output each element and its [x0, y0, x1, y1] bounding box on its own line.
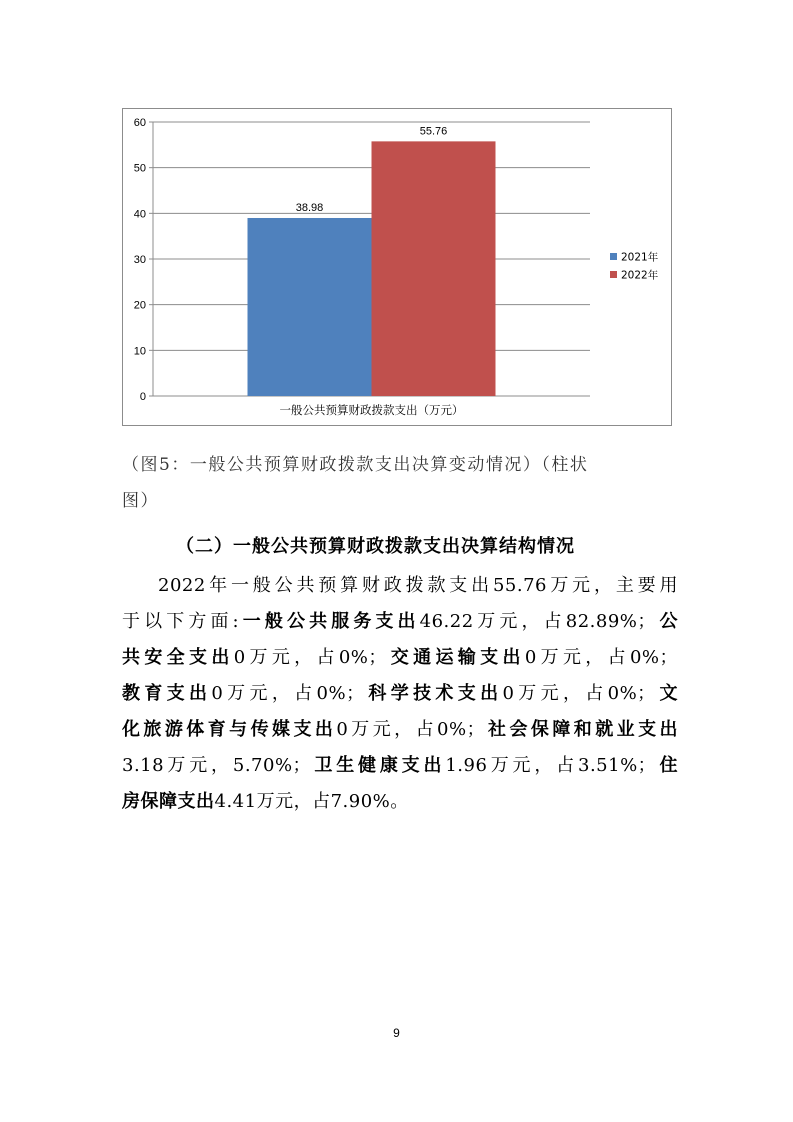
data-label: 38.98	[295, 201, 324, 214]
data-label: 55.76	[419, 125, 448, 138]
category-label: 共安全支出	[122, 647, 234, 668]
text-segment: 4.41万元，占7.90%。	[214, 791, 409, 812]
bar-2	[372, 141, 496, 396]
text-segment: 于以下方面:	[122, 611, 240, 632]
category-label: 教育支出	[122, 683, 212, 704]
legend-label: 2022年	[621, 269, 659, 282]
text-segment: 0万元，占0%；	[502, 683, 656, 704]
category-label: 社会保障和就业支出	[485, 719, 679, 740]
legend-swatch	[610, 271, 617, 278]
text-segment: 0万元，占0%；	[524, 647, 679, 668]
bar-chart	[122, 108, 672, 426]
y-tick-label: 10	[133, 345, 146, 358]
page-number: 9	[393, 1026, 400, 1040]
text-segment: 0万元，占0%；	[211, 683, 365, 704]
category-label: 文	[655, 683, 679, 704]
chart-canvas	[123, 109, 673, 427]
y-tick-label: 40	[133, 208, 146, 221]
x-category-label: 一般公共预算财政拨款支出（万元）	[279, 403, 464, 417]
category-label: 化旅游体育与传媒支出	[122, 719, 337, 740]
figure-caption-line-1: （图5：一般公共预算财政拨款支出决算变动情况）（柱状	[122, 455, 589, 475]
paragraph-line-2	[122, 604, 678, 640]
legend-label: 2021年	[621, 251, 659, 264]
y-tick-label: 50	[133, 162, 146, 175]
section-title: （二）一般公共预算财政拨款支出决算结构情况	[176, 536, 575, 557]
text-segment: 46.22万元，占82.89%；	[419, 611, 656, 632]
text-segment: 0万元，占0%；	[336, 719, 486, 740]
category-label: 公	[655, 611, 679, 632]
category-label: 科学技术支出	[364, 683, 503, 704]
y-tick-label: 20	[133, 299, 146, 312]
paragraph-line-1: 2022年一般公共预算财政拨款支出55.76万元，主要用	[158, 575, 678, 596]
category-label: 卫生健康支出	[311, 755, 446, 776]
y-tick-label: 60	[133, 117, 146, 129]
text-segment: 3.18万元，5.70%；	[122, 755, 312, 776]
text-segment: 1.96万元，占3.51%；	[445, 755, 657, 776]
paragraph-line-6	[122, 748, 678, 784]
y-tick-label: 0	[139, 391, 146, 403]
category-label: 房保障支出	[122, 791, 215, 812]
paragraph-line-4	[122, 676, 678, 712]
category-label: 一般公共服务支出	[239, 611, 420, 632]
paragraph-line-5	[122, 712, 678, 748]
figure-caption-line-2: 图）	[122, 491, 159, 511]
paragraph-line-7	[122, 784, 678, 820]
paragraph-line-3	[122, 640, 678, 676]
legend-swatch	[610, 253, 617, 260]
y-tick-label: 30	[133, 254, 146, 266]
text-segment: 0万元，占0%；	[233, 647, 387, 668]
category-label: 交通运输支出	[386, 647, 525, 668]
category-label: 住	[656, 755, 679, 776]
bar-1	[248, 218, 372, 396]
